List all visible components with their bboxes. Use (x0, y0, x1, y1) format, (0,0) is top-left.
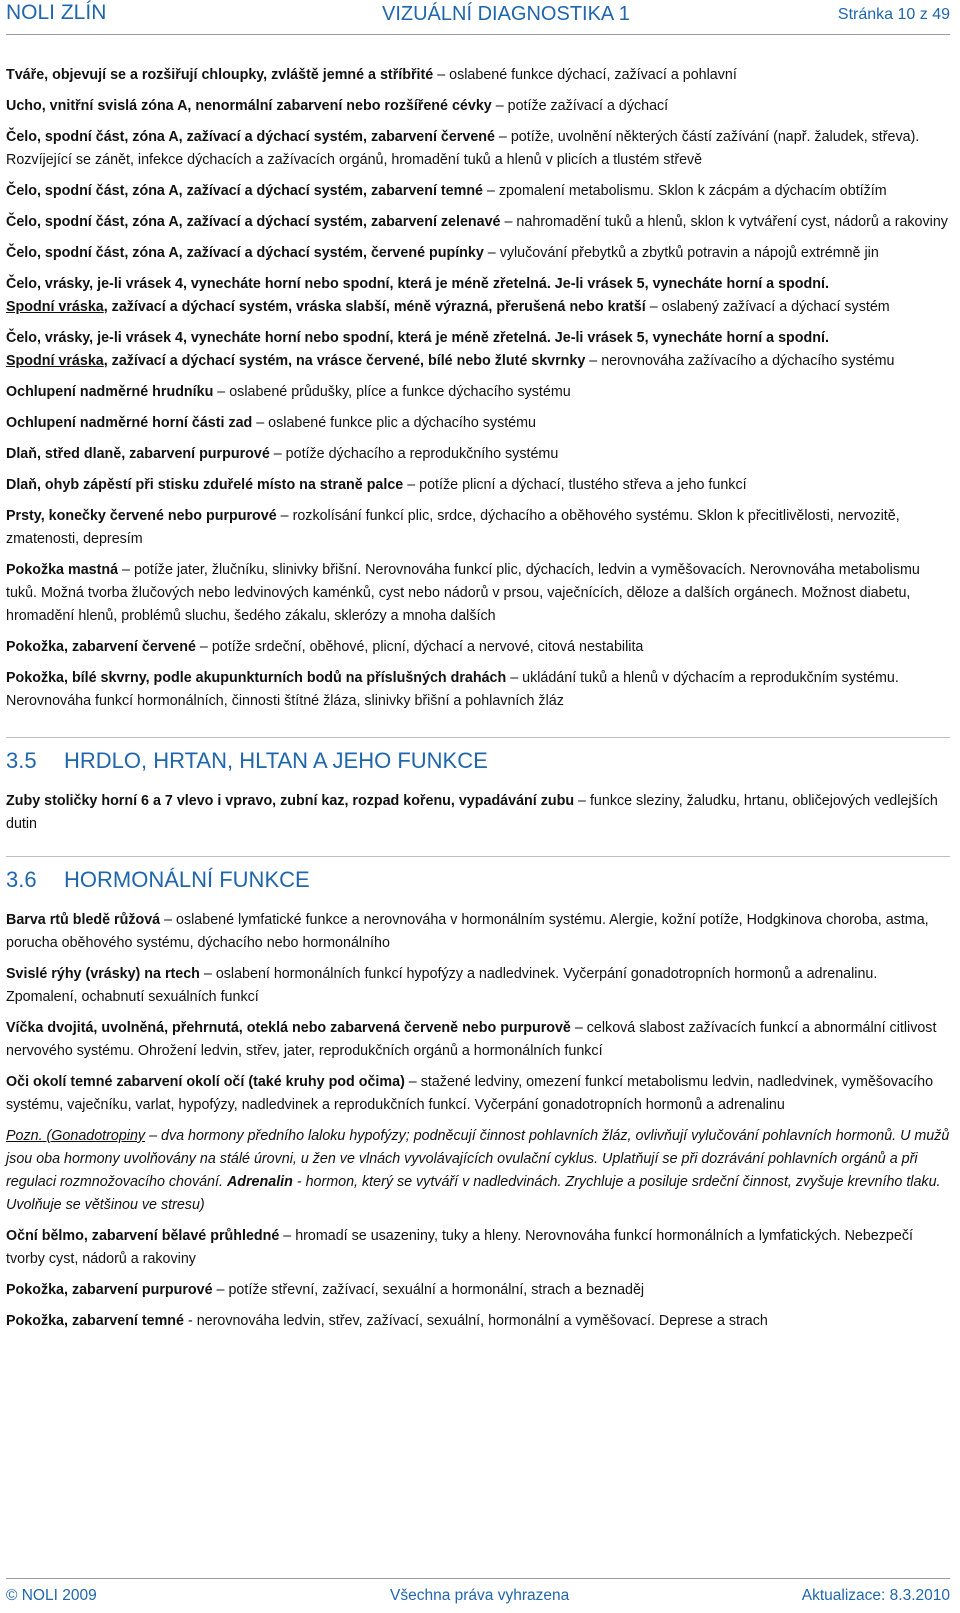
paragraph-text: – funkce sleziny, žaludku, hrtanu, obličejových vedlejších dutin (6, 793, 938, 832)
paragraph-group-1 (6, 64, 950, 265)
paragraph-bold: Barva rtů bledě růžová (6, 912, 161, 928)
section-3-6-body (6, 909, 950, 1117)
paragraph-text: – oslabené funkce dýchací, zažívací a pohlavní (433, 67, 737, 83)
paragraph (6, 790, 950, 836)
paragraph-text: – oslabené průdušky, plíce a funkce dýchacího systému (213, 384, 571, 400)
paragraph-text: – rozkolísání funkcí plic, srdce, dýchacího a oběhového systému. Sklon k přecitlivělosti, nervozitě, zmatenosti, depresím (6, 508, 900, 547)
paragraph (6, 1279, 950, 1302)
section-number: 3.5 (6, 748, 37, 773)
paragraph-bold: Ucho, vnitřní svislá zóna A, nenormální zabarvení nebo rozšířené cévky (6, 98, 492, 114)
paragraph-bold: Oční bělmo, zabarvení bělavé průhledné (6, 1228, 280, 1244)
page-footer (6, 1578, 950, 1613)
wrinkle-2-underlined: Spodní vráska (6, 353, 104, 369)
wrinkle-2-bold: Čelo, vrásky, je-li vrásek 4, vynecháte horní nebo spodní, která je méně zřetelná. Je-li vrásek 5, vynecháte horní a spodní. (6, 330, 829, 346)
paragraph-text: – zpomalení metabolismu. Sklon k zácpám a dýchacím obtížím (483, 183, 887, 199)
paragraph-wrinkle-2 (6, 327, 950, 373)
paragraph-bold: Ochlupení nadměrné hrudníku (6, 384, 214, 400)
section-heading-3-5 (6, 738, 950, 790)
paragraph-bold: Pokožka, zabarvení červené (6, 639, 196, 655)
paragraph-text: – nahromadění tuků a hlenů, sklon k vytváření cyst, nádorů a rakoviny (500, 214, 948, 230)
header-org: NOLI ZLÍN (6, 1, 107, 24)
paragraph (6, 180, 950, 203)
paragraph (6, 211, 950, 234)
wrinkle-2-text: – nerovnováha zažívacího a dýchacího systému (585, 353, 895, 369)
footer-copyright: © NOLI 2009 (6, 1587, 97, 1604)
paragraph-bold: Svislé rýhy (vrásky) na rtech (6, 966, 200, 982)
note-text-2: - hormon, který se vytváří v nadledvinách. Zrychluje a posiluje srdeční činnost, zvyšuje krevního tlaku. Uvolňuje se většinou ve stresu) (6, 1174, 941, 1213)
paragraph (6, 909, 950, 955)
wrinkle-2-bold-2: , zažívací a dýchací systém, na vrásce červené, bílé nebo žluté skvrnky (103, 353, 586, 369)
note-text-1: – dva hormony předního laloku hypofýzy; podněcují činnost pohlavních žláz, ovlivňují vylučování pohlavních hormonů. U mužů jsou oba hormony uvolňovány na stálé úrovni, u žen ve vlnách vyvolávajících ovulační cyklus. Uplatňují se při dozrávání pohlavních orgánů a při regulaci rozmnožovacího chování. (6, 1128, 950, 1190)
paragraph (6, 667, 950, 713)
paragraph-bold: Dlaň, střed dlaně, zabarvení purpurové (6, 446, 270, 462)
wrinkle-1-bold: Čelo, vrásky, je-li vrásek 4, vynecháte horní nebo spodní, která je méně zřetelná. Je-li vrásek 5, vynecháte horní a spodní. (6, 276, 829, 292)
paragraph-text: – potíže jater, žlučníku, slinivky břišní. Nerovnováha funkcí plic, dýchacích, ledvin a vyměšovacích. Nerovnováha metabolismu tuků. Možná tvorba žlučových nebo ledvinových kaménků, cyst nebo nádorů v prsou, vaječnících, děloze a dalších orgánech. Možnost diabetu, hromadění hlenů, problémů sluchu, šedého zákalu, sklerózy a mnoha dalších (6, 562, 920, 624)
paragraph (6, 559, 950, 628)
paragraph-bold: Čelo, spodní část, zóna A, zažívací a dýchací systém, zabarvení temné (6, 183, 484, 199)
paragraph (6, 1071, 950, 1117)
paragraph-text: – potíže, uvolnění některých částí zažívání (např. žaludek, střeva). Rozvíjející se zánět, infekce dýchacích a zažívacích orgánů, hromadění tuků a hlenů v plicích a tlustém střevě (6, 129, 920, 168)
footer-rights: Všechna práva vyhrazena (390, 1587, 570, 1604)
paragraph-bold: Pokožka mastná (6, 562, 119, 578)
paragraph-text: – potíže plicní a dýchací, tlustého střeva a jeho funkcí (403, 477, 747, 493)
paragraph (6, 505, 950, 551)
section-number: 3.6 (6, 867, 37, 892)
paragraph (6, 1017, 950, 1063)
paragraph-bold: Pokožka, zabarvení purpurové (6, 1282, 213, 1298)
paragraph-text: – oslabené funkce plic a dýchacího systému (252, 415, 536, 431)
paragraph-bold: Čelo, spodní část, zóna A, zažívací a dýchací systém, zabarvení zelenavé (6, 214, 501, 230)
paragraph-bold: Zuby stoličky horní 6 a 7 vlevo i vpravo, zubní kaz, rozpad kořenu, vypadávání zubu (6, 793, 575, 809)
paragraph-text: – celková slabost zažívacích funkcí a abnormální citlivost nervového systému. Ohrožení ledvin, střev, jater, reprodukčních orgánů a hormonálních funkcí (6, 1020, 937, 1059)
paragraph (6, 963, 950, 1009)
paragraph-text: – ukládání tuků a hlenů v dýchacím a reprodukčním systému. Nerovnováha funkcí hormonálních, činnosti štítné žláza, slinivky břišní a pohlavních žláz (6, 670, 899, 709)
wrinkle-1-underlined: Spodní vráska (6, 299, 104, 315)
wrinkle-1-text: – oslabený zažívací a dýchací systém (645, 299, 890, 315)
paragraph (6, 242, 950, 265)
paragraph-text: - nerovnováha ledvin, střev, zažívací, sexuální, hormonální a vyměšovací. Deprese a strach (184, 1313, 768, 1329)
paragraph (6, 95, 950, 118)
paragraph-bold: Oči okolí temné zabarvení okolí očí (také kruhy pod očima) (6, 1074, 405, 1090)
paragraph-text: – potíže zažívací a dýchací (491, 98, 669, 114)
paragraph-text: – hromadí se usazeniny, tuky a hleny. Nerovnováha funkcí hormonálních a lymfatických. Nebezpečí tvorby cyst, nádorů a rakoviny (6, 1228, 913, 1267)
paragraph-bold: Čelo, spodní část, zóna A, zažívací a dýchací systém, zabarvení červené (6, 129, 495, 145)
paragraph-bold: Čelo, spodní část, zóna A, zažívací a dýchací systém, červené pupínky (6, 245, 484, 261)
note-underlined: Pozn. (Gonadotropiny (6, 1128, 146, 1144)
paragraph-text: – potíže dýchacího a reprodukčního systému (269, 446, 559, 462)
note-bold: Adrenalin (226, 1174, 293, 1190)
paragraph-bold: Pokožka, zabarvení temné (6, 1313, 184, 1329)
section-heading-3-6 (6, 857, 950, 909)
paragraph (6, 381, 950, 404)
document-body (6, 64, 950, 1341)
paragraph (6, 412, 950, 435)
paragraph (6, 64, 950, 87)
header-title: VIZUÁLNÍ DIAGNOSTIKA 1 (382, 3, 630, 25)
page-header (6, 0, 950, 35)
paragraph-bold: Víčka dvojitá, uvolněná, přehrnutá, oteklá nebo zabarvená červeně nebo purpurově (6, 1020, 571, 1036)
paragraph-text: – potíže srdeční, oběhové, plicní, dýchací a nervové, citová nestabilita (195, 639, 644, 655)
paragraph-bold: Ochlupení nadměrné horní části zad (6, 415, 253, 431)
paragraph (6, 1310, 950, 1333)
paragraph-text: – oslabení hormonálních funkcí hypofýzy a nadledvinek. Vyčerpání gonadotropních hormonů a adrenalinu. Zpomalení, ochabnutí sexuálních funkcí (6, 966, 878, 1005)
section-3-6-body-2 (6, 1225, 950, 1333)
paragraph-bold: Pokožka, bílé skvrny, podle akupunkturních bodů na příslušných drahách (6, 670, 507, 686)
paragraph-bold: Prsty, konečky červené nebo purpurové (6, 508, 277, 524)
wrinkle-1-bold-2: , zažívací a dýchací systém, vráska slabší, méně výrazná, přerušená nebo kratší (103, 299, 646, 315)
paragraph-bold: Tváře, objevují se a rozšiřují chloupky, zvláště jemné a stříbřité (6, 67, 434, 83)
paragraph-wrinkle-1 (6, 273, 950, 319)
paragraph (6, 1225, 950, 1271)
paragraph-group-2 (6, 381, 950, 713)
paragraph (6, 126, 950, 172)
paragraph-text: – oslabené lymfatické funkce a nerovnováha v hormonálním systému. Alergie, kožní potíže, Hodgkinova choroba, astma, porucha oběhového systému, dýchacího nebo hormonálního (6, 912, 929, 951)
section-title: HORMONÁLNÍ FUNKCE (64, 867, 310, 892)
paragraph (6, 443, 950, 466)
paragraph-bold: Dlaň, ohyb zápěstí při stisku zduřelé místo na straně palce (6, 477, 404, 493)
note-paragraph (6, 1125, 950, 1217)
section-title: HRDLO, HRTAN, HLTAN A JEHO FUNKCE (64, 748, 488, 773)
paragraph-text: – stažené ledviny, omezení funkcí metabolismu ledvin, nadledvinek, vyměšovacího systému, vaječníku, varlat, hypofýzy, nadledvinek a reprodukčních funkcí. Vyčerpání gonadotropních hormonů a adrenalinu (6, 1074, 934, 1113)
paragraph-text: – potíže střevní, zažívací, sexuální a hormonální, strach a beznaděj (212, 1282, 645, 1298)
paragraph-text: – vylučování přebytků a zbytků potravin a nápojů extrémně jin (483, 245, 879, 261)
header-page-number: Stránka 10 z 49 (837, 6, 950, 23)
section-3-5-body (6, 790, 950, 836)
paragraph (6, 636, 950, 659)
paragraph (6, 474, 950, 497)
footer-updated: Aktualizace: 8.3.2010 (801, 1587, 950, 1604)
